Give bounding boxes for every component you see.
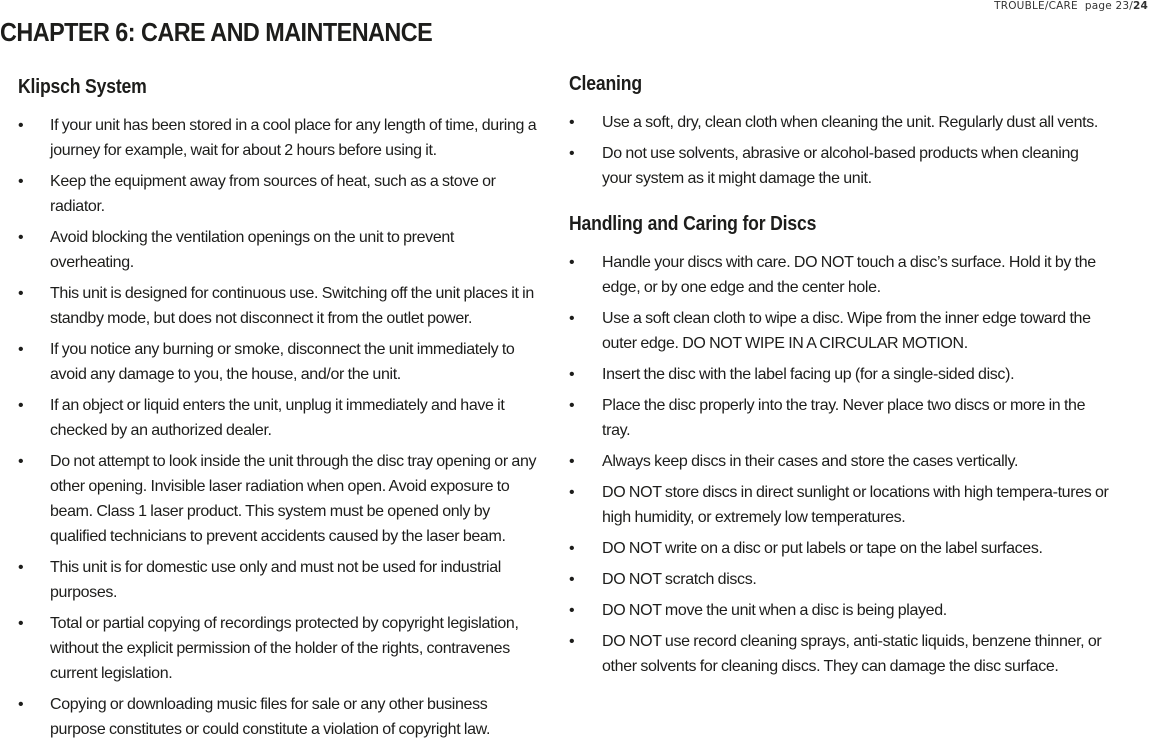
bullet-icon: • — [569, 633, 575, 650]
list-item: • This unit is for domestic use only and must not be used for industrial purposes. — [18, 555, 538, 605]
bullet-icon: • — [569, 453, 575, 470]
list-item: • Insert the disc with the label facing up (for a single-sided disc). — [569, 362, 1109, 387]
bullet-icon: • — [569, 145, 575, 162]
discs-list — [569, 250, 1109, 679]
bullet-icon: • — [569, 310, 575, 327]
page-header — [994, 0, 1148, 12]
bullet-icon: • — [569, 484, 575, 501]
bullet-icon: • — [569, 114, 575, 131]
bullet-icon: • — [569, 540, 575, 557]
page-total: 24 — [1132, 0, 1148, 12]
list-item: • Use a soft, dry, clean cloth when cleaning the unit. Regularly dust all vents. — [569, 110, 1109, 135]
section-title-klipsch-system: Klipsch System — [18, 76, 147, 98]
bullet-icon: • — [569, 571, 575, 588]
list-item: • Total or partial copying of recordings protected by copyright legislation, without the explicit permission of the holder of the rights, contravenes current legislation. — [18, 611, 538, 686]
list-item: • Keep the equipment away from sources of heat, such as a stove or radiator. — [18, 169, 538, 219]
list-item: • Do not use solvents, abrasive or alcohol-based products when cleaning your system as it might damage the unit. — [569, 141, 1109, 191]
bullet-icon: • — [18, 285, 24, 302]
bullet-icon: • — [18, 341, 24, 358]
chapter-title: CHAPTER 6: CARE AND MAINTENANCE — [0, 17, 433, 47]
list-item: • Copying or downloading music files for sale or any other business purpose constitutes or could constitute a violation of copyright law. — [18, 692, 538, 742]
list-item: • Do not attempt to look inside the unit through the disc tray opening or any other opening. Invisible laser radiation when open. Avoid exposure to beam. Class 1 laser product. This system must be opened only by qualified technicians to prevent accidents caused by the laser beam. — [18, 449, 538, 549]
header-section: TROUBLE/CARE — [994, 0, 1078, 12]
bullet-icon: • — [18, 117, 24, 134]
bullet-icon: • — [569, 366, 575, 383]
bullet-icon: • — [569, 397, 575, 414]
bullet-icon: • — [18, 453, 24, 470]
bullet-icon: • — [18, 397, 24, 414]
list-item: • Always keep discs in their cases and store the cases vertically. — [569, 449, 1109, 474]
bullet-icon: • — [18, 615, 24, 632]
bullet-icon: • — [18, 229, 24, 246]
section-title-cleaning: Cleaning — [569, 73, 642, 95]
section-title-discs: Handling and Caring for Discs — [569, 213, 817, 235]
left-column — [18, 76, 538, 748]
bullet-icon: • — [569, 254, 575, 271]
list-item: • DO NOT store discs in direct sunlight or locations with high tempera-tures or high humidity, or extremely low temperatures. — [569, 480, 1109, 530]
list-item: • If your unit has been stored in a cool place for any length of time, during a journey for example, wait for about 2 hours before using it. — [18, 113, 538, 163]
bullet-icon: • — [569, 602, 575, 619]
bullet-icon: • — [18, 173, 24, 190]
list-item: • If you notice any burning or smoke, disconnect the unit immediately to avoid any damage to you, the house, and/or the unit. — [18, 337, 538, 387]
list-item: • Avoid blocking the ventilation openings on the unit to prevent overheating. — [18, 225, 538, 275]
right-column — [569, 73, 1109, 685]
list-item: • If an object or liquid enters the unit, unplug it immediately and have it checked by an authorized dealer. — [18, 393, 538, 443]
list-item: • Place the disc properly into the tray. Never place two discs or more in the tray. — [569, 393, 1109, 443]
list-item: • DO NOT move the unit when a disc is being played. — [569, 598, 1109, 623]
list-item: • This unit is designed for continuous use. Switching off the unit places it in standby mode, but does not disconnect it from the outlet power. — [18, 281, 538, 331]
list-item: • DO NOT use record cleaning sprays, anti-static liquids, benzene thinner, or other solvents for cleaning discs. They can damage the disc surface. — [569, 629, 1109, 679]
cleaning-list — [569, 110, 1109, 191]
list-item: • DO NOT write on a disc or put labels or tape on the label surfaces. — [569, 536, 1109, 561]
klipsch-system-list — [18, 113, 538, 742]
list-item: • DO NOT scratch discs. — [569, 567, 1109, 592]
list-item: • Handle your discs with care. DO NOT touch a disc’s surface. Hold it by the edge, or by one edge and the center hole. — [569, 250, 1109, 300]
bullet-icon: • — [18, 559, 24, 576]
bullet-icon: • — [18, 696, 24, 713]
list-item: • Use a soft clean cloth to wipe a disc. Wipe from the inner edge toward the outer edge. DO NOT WIPE IN A CIRCULAR MOTION. — [569, 306, 1109, 356]
page-label: page 23/ — [1084, 0, 1133, 12]
